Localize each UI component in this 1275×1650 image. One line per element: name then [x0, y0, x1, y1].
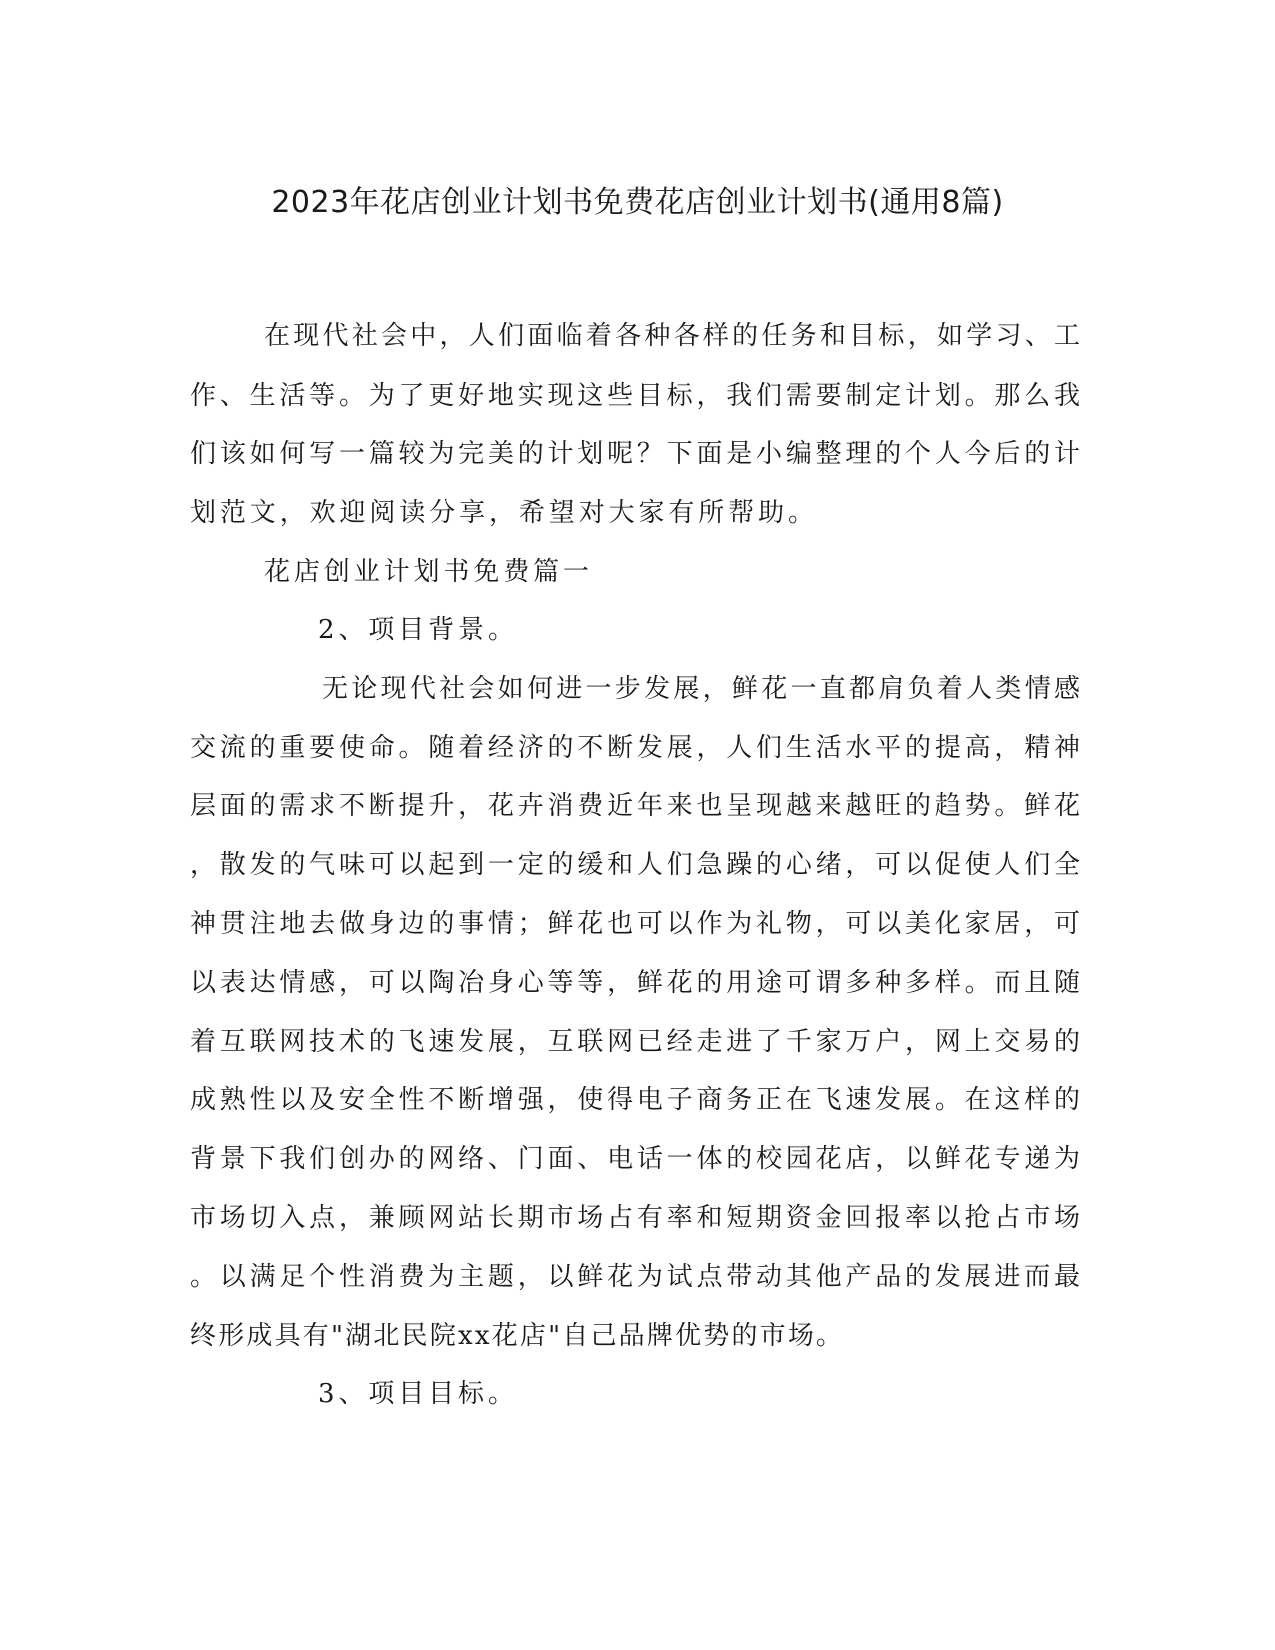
intro-line-2: 作、生活等。为了更好地实现这些目标，我们需要制定计划。那么我: [190, 381, 1080, 411]
background-line-2: 交流的重要使命。随着经济的不断发展，人们生活水平的提高，精神: [190, 733, 1080, 763]
intro-line-1: 在现代社会中，人们面临着各种各样的任务和目标，如学习、工: [264, 321, 1080, 351]
item-3-heading: 3、项目目标。: [318, 1379, 518, 1409]
background-line-4: ，散发的气味可以起到一定的缓和人们急躁的心绪，可以促使人们全: [190, 850, 1080, 880]
background-line-6: 以表达情感，可以陶冶身心等等，鲜花的用途可谓多种多样。而且随: [190, 968, 1080, 998]
background-line-11: 。以满足个性消费为主题，以鲜花为试点带动其他产品的发展进而最: [190, 1262, 1080, 1292]
background-line-9: 背景下我们创办的网络、门面、电话一体的校园花店，以鲜花专递为: [190, 1144, 1080, 1174]
document-title: 2023年花店创业计划书免费花店创业计划书(通用8篇): [271, 185, 1004, 220]
background-line-10: 市场切入点，兼顾网站长期市场占有率和短期资金回报率以抢占市场: [190, 1203, 1080, 1233]
background-line-8: 成熟性以及安全性不断增强，使得电子商务正在飞速发展。在这样的: [190, 1085, 1080, 1115]
intro-line-4: 划范文，欢迎阅读分享，希望对大家有所帮助。: [190, 498, 818, 528]
background-line-3: 层面的需求不断提升，花卉消费近年来也呈现越来越旺的趋势。鲜花: [190, 791, 1080, 821]
background-line-5: 神贯注地去做身边的事情；鲜花也可以作为礼物，可以美化家居，可: [190, 909, 1080, 939]
section-heading: 花店创业计划书免费篇一: [264, 557, 593, 587]
background-line-12: 终形成具有"湖北民院xx花店"自己品牌优势的市场。: [190, 1321, 845, 1351]
item-2-heading: 2、项目背景。: [318, 615, 518, 645]
background-line-7: 着互联网技术的飞速发展，互联网已经走进了千家万户，网上交易的: [190, 1027, 1080, 1057]
intro-line-3: 们该如何写一篇较为完美的计划呢？下面是小编整理的个人今后的计: [190, 439, 1080, 469]
background-line-1: 无论现代社会如何进一步发展，鲜花一直都肩负着人类情感: [322, 674, 1080, 704]
